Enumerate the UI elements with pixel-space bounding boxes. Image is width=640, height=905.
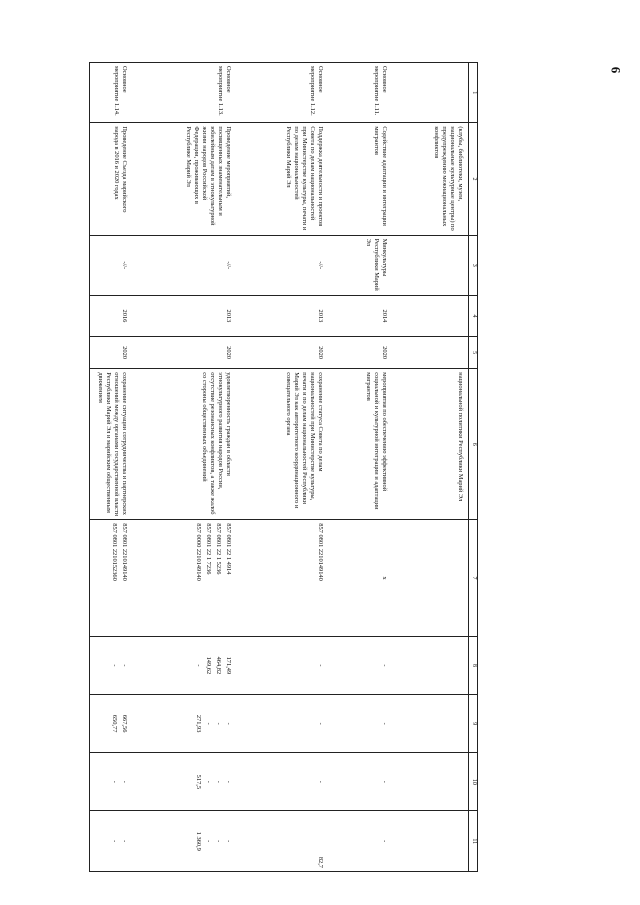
header-cell: 1	[469, 63, 478, 123]
amount-line: -	[111, 664, 119, 667]
budget-code-cell	[133, 520, 237, 636]
amount-line: 667,56	[121, 714, 129, 733]
amount-cell: -	[237, 695, 329, 753]
amount-line: 271,93	[195, 714, 203, 733]
amount-cell	[90, 636, 133, 694]
header-cell: 3	[469, 235, 478, 295]
amount-cell: 82,7	[237, 811, 329, 872]
amount-line: -	[225, 722, 233, 725]
activity-code-cell: Основное мероприятие 1.13.	[133, 63, 237, 123]
start-year-cell: 2014	[329, 295, 393, 336]
page-number: 6	[607, 66, 623, 74]
amount-line: 1 360,9	[195, 831, 203, 851]
end-year-cell: 2020	[133, 336, 237, 368]
start-year-cell: 2013	[133, 295, 237, 336]
expected-result-cell: сохранение статуса Совета по делам национальностей при Министерстве культуры, печати и по делам национальностей Республики Марий Эл как авторитетного координационного и совещательного органа	[237, 369, 329, 520]
start-year-cell	[393, 295, 469, 336]
amount-cell	[90, 753, 133, 811]
amount-line: -	[205, 840, 213, 843]
rotated-page-content	[97, 62, 478, 872]
amount-line: -	[111, 780, 119, 783]
header-cell: 7	[469, 520, 478, 636]
header-cell: 2	[469, 123, 478, 235]
budget-code-cell: х	[329, 520, 393, 636]
amount-cell: -	[329, 636, 393, 694]
activity-name-cell: Содействие адаптации и интеграции мигрантов	[329, 123, 393, 235]
expected-result-cell: сохранение ситуации сотрудничества и партнерских отношений между органами государственной власти Республики Марий Эл и марийским общественным движением	[90, 369, 133, 520]
expected-result-cell: мероприятия по обеспечению эффективной социальной и культурной интеграции и адаптации мигрантов	[329, 369, 393, 520]
header-cell: 5	[469, 336, 478, 368]
amount-line: -	[205, 722, 213, 725]
start-year-cell: 2013	[237, 295, 329, 336]
amount-line: -	[111, 840, 119, 843]
amount-cell	[393, 811, 469, 872]
amount-cell	[90, 695, 133, 753]
amount-line: -	[225, 840, 233, 843]
amount-cell: -	[329, 811, 393, 872]
activity-name-cell: Поддержка деятельности и проектов Совета по делам национальностей при Министерстве культуры, печати и по делам национальностей Республики Марий Эл	[237, 123, 329, 235]
amount-line: 650,77	[111, 714, 119, 733]
header-cell: 11	[469, 811, 478, 872]
executor-cell: -//-	[237, 235, 329, 295]
amount-line: -	[215, 722, 223, 725]
table-row	[237, 63, 329, 872]
amount-cell	[90, 811, 133, 872]
expected-result-cell: национальной политики Республики Марий Эл	[393, 369, 469, 520]
header-cell: 8	[469, 636, 478, 694]
end-year-cell: 2020	[329, 336, 393, 368]
amount-cell	[133, 695, 237, 753]
activity-name-cell: Проведение мероприятий, посвященных знаменательным и юбилейным датам в этнокультурной жизни народов Российской Федерации, проживающих в Республике Марий Эл	[133, 123, 237, 235]
table-row	[90, 63, 133, 872]
executor-cell: Минкультуры Республики Марий Эл	[329, 235, 393, 295]
activity-code-cell	[393, 63, 469, 123]
budget-code-line: 857 0801 22 1 5236	[215, 523, 223, 575]
budget-code-cell: 857 0801 2210149140	[237, 520, 329, 636]
amount-cell	[393, 695, 469, 753]
amount-cell	[133, 811, 237, 872]
amount-line: -	[121, 840, 129, 843]
end-year-cell: 2020	[237, 336, 329, 368]
activity-name-cell: Проведение Съезда марийского народа в 2016 и 2020 годах	[90, 123, 133, 235]
header-cell: 6	[469, 369, 478, 520]
table-row	[329, 63, 393, 872]
budget-code-cell	[90, 520, 133, 636]
amount-line: 171,49	[225, 656, 233, 675]
amount-line: 149,62	[205, 656, 213, 675]
amount-cell: -	[329, 753, 393, 811]
amount-cell: -	[237, 753, 329, 811]
amount-line: -	[225, 780, 233, 783]
activity-code-cell: Основное мероприятие 1.14.	[90, 63, 133, 123]
amount-cell	[393, 753, 469, 811]
budget-code-line: 857 0801 2210149140	[121, 523, 129, 581]
program-activities-table	[90, 62, 479, 872]
header-cell: 9	[469, 695, 478, 753]
activity-code-cell: Основное мероприятие 1.12.	[237, 63, 329, 123]
expected-result-cell: удовлетворенность граждан в области этнокультурного развития народов России, отсутствие резонансных конфликтов, а также жалоб со стороны общественных объединений	[133, 369, 237, 520]
executor-cell	[393, 235, 469, 295]
amount-cell	[133, 753, 237, 811]
activity-name-cell: (клубы, библиотеки, музеи, национальные культурные центры) по предупреждению межнациональных конфликтов	[393, 123, 469, 235]
amount-cell: -	[329, 695, 393, 753]
budget-code-line: 857 0000 2210149140	[195, 523, 203, 581]
budget-code-line: 857 0801 22 1 4914	[225, 523, 233, 575]
amount-line: -	[121, 780, 129, 783]
header-cell: 10	[469, 753, 478, 811]
end-year-cell: 2020	[90, 336, 133, 368]
amount-line: -	[205, 780, 213, 783]
amount-line: -	[215, 780, 223, 783]
start-year-cell: 2016	[90, 295, 133, 336]
table-row	[133, 63, 237, 872]
end-year-cell	[393, 336, 469, 368]
amount-line: -	[195, 664, 203, 667]
table-row	[393, 63, 469, 872]
budget-code-line: 857 0801 22 1 7236	[205, 523, 213, 575]
activity-code-cell: Основное мероприятие 1.11.	[329, 63, 393, 123]
executor-cell: -//-	[133, 235, 237, 295]
budget-code-cell	[393, 520, 469, 636]
header-row	[469, 63, 478, 872]
amount-line: 517,5	[195, 774, 203, 790]
amount-line: -	[121, 664, 129, 667]
amount-line: -	[215, 840, 223, 843]
amount-cell	[393, 636, 469, 694]
amount-cell: -	[237, 636, 329, 694]
budget-code-line: 857 0801 2210152360	[111, 523, 119, 581]
executor-cell: -//-	[90, 235, 133, 295]
amount-line: 464,82	[215, 656, 223, 675]
amount-cell	[133, 636, 237, 694]
header-cell: 4	[469, 295, 478, 336]
